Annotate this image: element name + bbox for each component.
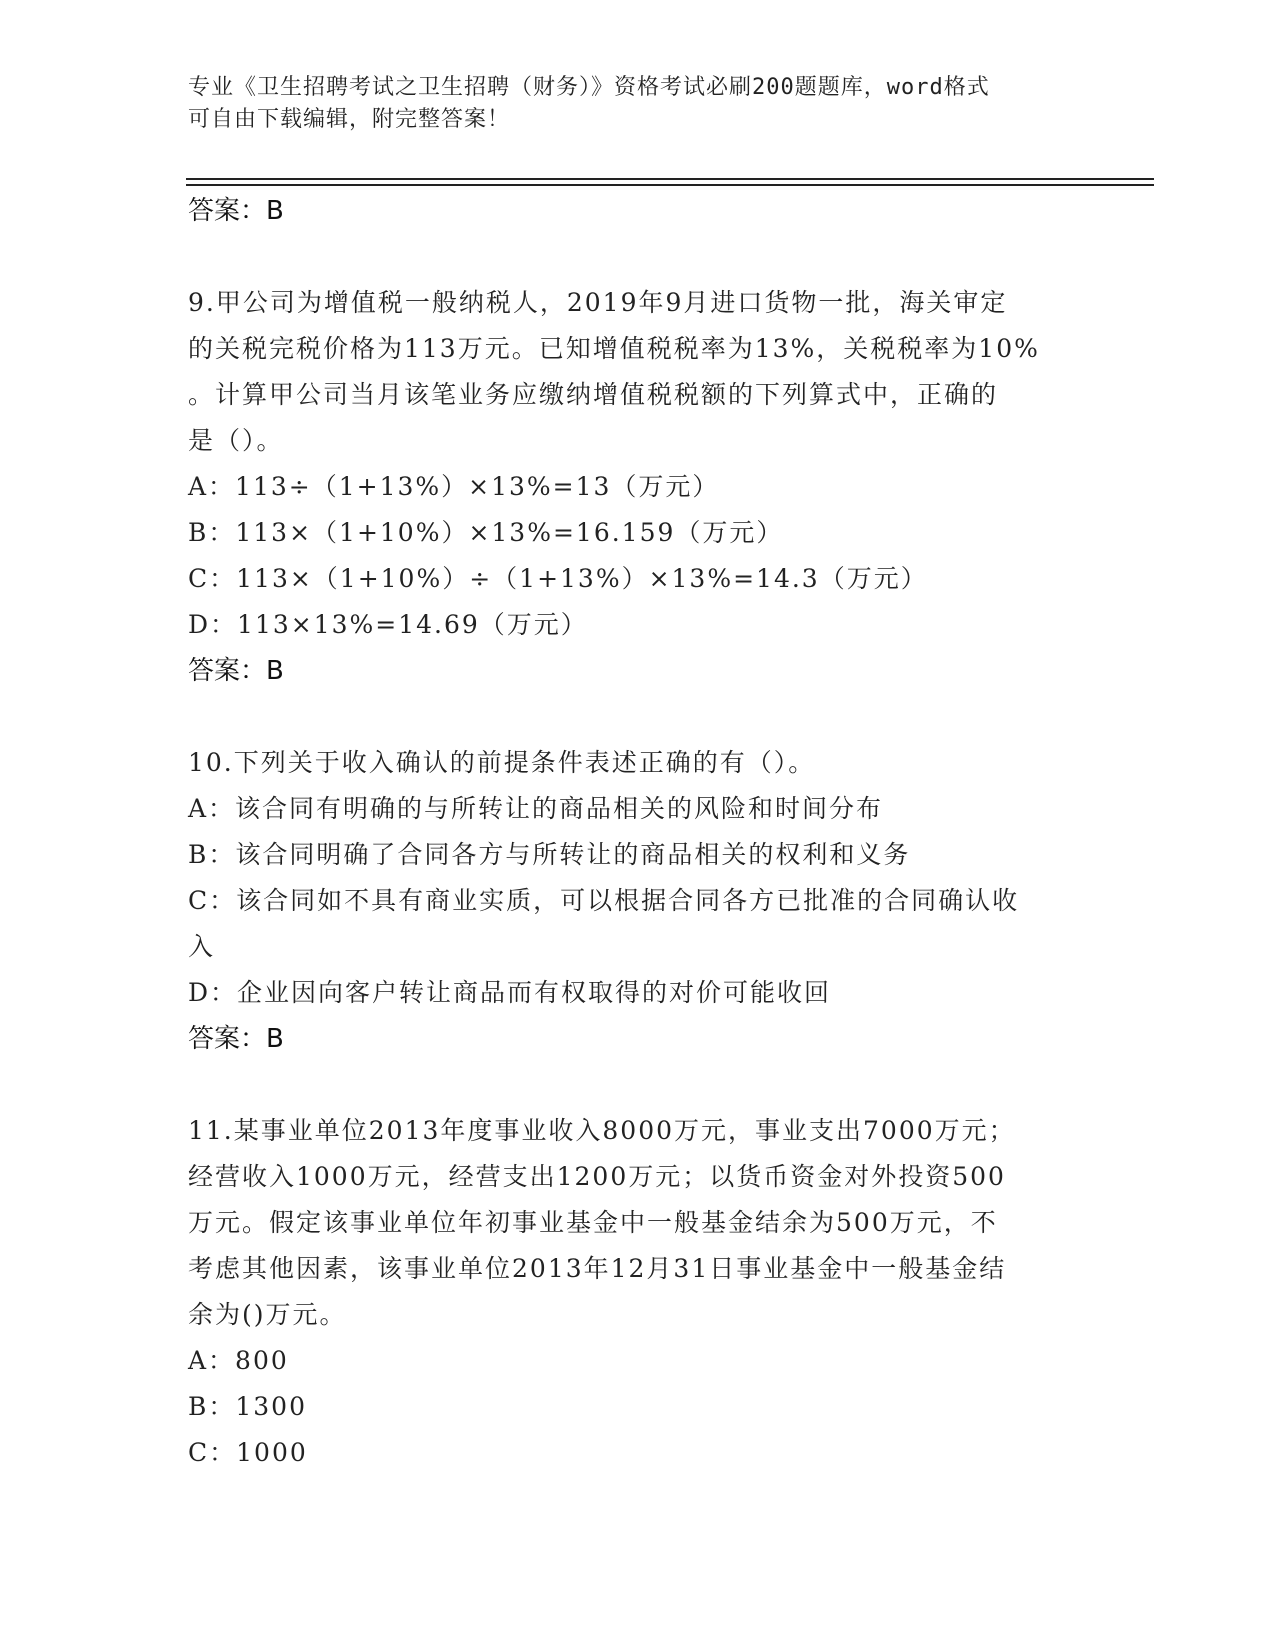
header-divider-top <box>186 178 1154 180</box>
question-block <box>188 740 1088 1062</box>
question-text <box>188 740 1088 786</box>
option-b: B：该合同明确了合同各方与所转让的商品相关的权利和义务 <box>188 840 911 869</box>
header-line-2: 可自由下载编辑，附完整答案！ <box>188 107 511 132</box>
document-body <box>188 188 1088 1476</box>
question-line: 的关税完税价格为113万元。已知增值税税率为13%，关税税率为10% <box>188 334 1040 363</box>
spacer <box>188 694 1088 740</box>
spacer <box>188 234 1088 280</box>
question-line: 10.下列关于收入确认的前提条件表述正确的有（）。 <box>188 748 816 777</box>
question-line: 。计算甲公司当月该笔业务应缴纳增值税税额的下列算式中，正确的 <box>188 380 999 409</box>
option-a: A：113÷（1+13%）×13%=13（万元） <box>188 472 720 501</box>
option-d: D：企业因向客户转让商品而有权取得的对价可能收回 <box>188 978 832 1007</box>
question-line: 余为()万元。 <box>188 1300 347 1329</box>
question-line: 考虑其他因素，该事业单位2013年12月31日事业基金中一般基金结 <box>188 1254 1007 1283</box>
option-c: C：1000 <box>188 1438 308 1467</box>
option-a: A：800 <box>188 1346 289 1375</box>
question-line: 是（）。 <box>188 426 284 455</box>
option-d: D：113×13%=14.69（万元） <box>188 610 588 639</box>
answer-line: 答案：B <box>188 196 284 226</box>
option-b: B：113×（1+10%）×13%=16.159（万元） <box>188 518 784 547</box>
page-header <box>188 72 1068 136</box>
spacer <box>188 1062 1088 1108</box>
answer-line: 答案：B <box>188 656 284 686</box>
option-c-continued: 入 <box>188 932 216 961</box>
question-block <box>188 280 1088 694</box>
question-line: 万元。假定该事业单位年初事业基金中一般基金结余为500万元，不 <box>188 1208 998 1237</box>
question-block <box>188 1108 1088 1476</box>
option-b: B：1300 <box>188 1392 307 1421</box>
option-c: C：113×（1+10%）÷（1+13%）×13%=14.3（万元） <box>188 564 928 593</box>
header-line-1: 专业《卫生招聘考试之卫生招聘（财务）》资格考试必刷200题题库，word格式 <box>188 75 990 100</box>
option-c: C：该合同如不具有商业实质，可以根据合同各方已批准的合同确认收 <box>188 886 1020 915</box>
question-line: 经营收入1000万元，经营支出1200万元；以货币资金对外投资500 <box>188 1162 1006 1191</box>
header-divider-bottom <box>186 184 1154 186</box>
question-line: 11.某事业单位2013年度事业收入8000万元，事业支出7000万元； <box>188 1116 1016 1145</box>
question-line: 9.甲公司为增值税一般纳税人，2019年9月进口货物一批，海关审定 <box>188 288 1008 317</box>
option-a: A：该合同有明确的与所转让的商品相关的风险和时间分布 <box>188 794 884 823</box>
question-text <box>188 1108 1088 1338</box>
question-text <box>188 280 1088 464</box>
answer-line: 答案：B <box>188 1024 284 1054</box>
